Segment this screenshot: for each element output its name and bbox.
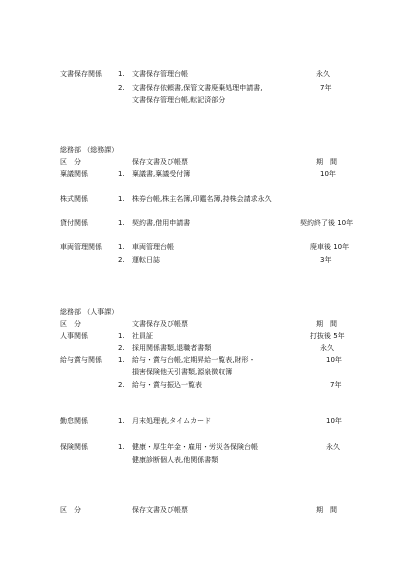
header-category: 区 分 bbox=[60, 320, 81, 328]
row-period: 打抜後 5年 bbox=[310, 332, 345, 340]
row-number: 1. bbox=[118, 195, 125, 203]
row-text: 社員証 bbox=[132, 332, 153, 340]
row-period: 10年 bbox=[320, 170, 336, 178]
section-title: 総務部 （人事課） bbox=[60, 308, 119, 316]
row-text: 健康・厚生年金・雇用・労災各保険台帳 bbox=[132, 443, 258, 451]
header-docs: 文書保存及び帳票 bbox=[132, 320, 188, 328]
row-period: 廃車後 10年 bbox=[310, 243, 350, 251]
row-text: 損害保険他天引書類,源泉徴収簿 bbox=[132, 368, 233, 376]
header-category: 区 分 bbox=[60, 506, 81, 514]
row-text: 稟議書,稟議受付簿 bbox=[132, 170, 191, 178]
row-text: 運転日誌 bbox=[132, 256, 160, 264]
row-category: 車両管理関係 bbox=[60, 243, 102, 251]
row-number: 2. bbox=[118, 381, 125, 389]
row-text: 文書保存管理台帳 bbox=[132, 70, 188, 78]
row-text: 契約書,借用申請書 bbox=[132, 219, 191, 227]
row-text: 車両管理台帳 bbox=[132, 243, 174, 251]
row-number: 2. bbox=[118, 84, 125, 92]
header-docs: 保存文書及び帳票 bbox=[132, 506, 188, 514]
row-period: 永久 bbox=[316, 70, 330, 78]
row-text: 給与・賞与振込一覧表 bbox=[132, 381, 202, 389]
row-category: 株式関係 bbox=[60, 195, 88, 203]
section-title: 総務部 （総務課） bbox=[60, 146, 119, 154]
row-category: 稟議関係 bbox=[60, 170, 88, 178]
row-category: 保険関係 bbox=[60, 443, 88, 451]
row-number: 1. bbox=[118, 219, 125, 227]
row-number: 1. bbox=[118, 243, 125, 251]
row-period: 永久 bbox=[320, 344, 334, 352]
row-number: 1. bbox=[118, 443, 125, 451]
row-period: 7年 bbox=[320, 84, 332, 92]
header-docs: 保存文書及び帳票 bbox=[132, 158, 188, 166]
row-period: 10年 bbox=[326, 356, 342, 364]
row-text: 文書保存管理台帳,転記済部分 bbox=[132, 96, 226, 104]
header-period: 期 間 bbox=[316, 158, 337, 166]
row-period: 10年 bbox=[326, 417, 342, 425]
row-period: 永久 bbox=[326, 443, 340, 451]
row-text: 月末処理表,タイムカード bbox=[132, 417, 212, 425]
row-category: 勤怠関係 bbox=[60, 417, 88, 425]
row-number: 1. bbox=[118, 417, 125, 425]
row-category: 人事関係 bbox=[60, 332, 88, 340]
row-period: 契約終了後 10年 bbox=[300, 219, 354, 227]
row-text: 文書保存依頼書,保管文書廃棄処理申請書, bbox=[132, 84, 263, 92]
header-period: 期 間 bbox=[316, 320, 337, 328]
header-category: 区 分 bbox=[60, 158, 81, 166]
row-number: 1. bbox=[118, 170, 125, 178]
row-number: 1. bbox=[118, 356, 125, 364]
row-text: 採用関係書類,退職者書類 bbox=[132, 344, 212, 352]
header-period: 期 間 bbox=[316, 506, 337, 514]
row-category: 文書保存関係 bbox=[60, 70, 102, 78]
row-number: 1. bbox=[118, 70, 125, 78]
row-number: 1. bbox=[118, 332, 125, 340]
row-number: 2. bbox=[118, 256, 125, 264]
row-number: 2. bbox=[118, 344, 125, 352]
row-period: 3年 bbox=[320, 256, 332, 264]
row-period: 7年 bbox=[330, 381, 342, 389]
row-category: 給与賞与関係 bbox=[60, 356, 102, 364]
row-category: 貸付関係 bbox=[60, 219, 88, 227]
row-text: 株券台帳,株主名簿,印鑑名簿,持株会請求永久 bbox=[132, 195, 272, 203]
row-text: 健康診断個人表,他関係書類 bbox=[132, 456, 219, 464]
row-text: 給与・賞与台帳,定期昇給一覧表,財形・ bbox=[132, 356, 256, 364]
